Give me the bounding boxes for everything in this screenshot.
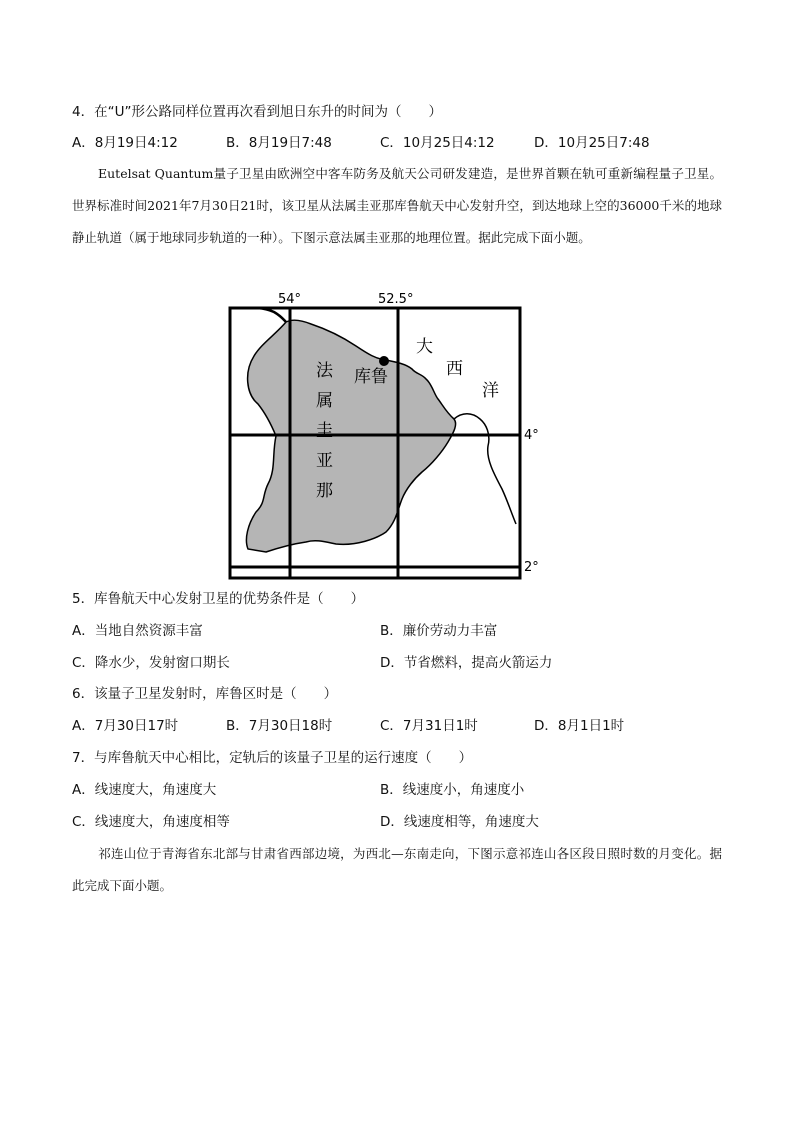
region-char-1: 法 [316,361,333,381]
q5-stem: 5．库鲁航天中心发射卫星的优势条件是（ ） [72,591,365,607]
q6-option-a: A．7月30日17时 [72,718,179,734]
coastline-north [230,308,286,322]
q4-stem: 4．在“U”形公路同样位置再次看到旭日东升的时间为（ ） [72,104,442,120]
lat-label-4: 4° [524,428,539,443]
q7-option-a: A．线速度大，角速度大 [72,782,217,798]
q4-option-a: A．8月19日4:12 [72,135,178,151]
q4-option-d: D．10月25日7:48 [534,135,650,151]
lon-label-54: 54° [278,292,302,307]
q6-option-c: C．7月31日1时 [380,718,478,734]
ocean-char-3: 洋 [482,381,499,401]
region-char-2: 属 [316,391,333,411]
lon-label-52-5: 52.5° [378,292,414,307]
satellite-intro-paragraph [72,158,722,254]
q7-option-c: C．线速度大，角速度相等 [72,814,230,830]
region-char-3: 圭 [316,421,333,441]
q7-option-b: B．线速度小，角速度小 [380,782,525,798]
intro1-line1: Eutelsat Quantum量子卫星由欧洲空中客车防务及航天公司研发建造，是世界首颗在轨可重新编程量子 [98,166,685,181]
kourou-marker [379,356,389,366]
q6-option-b: B．7月30日18时 [226,718,333,734]
region-char-5: 那 [316,481,333,501]
q5-option-d: D．节省燃料，提高火箭运力 [380,655,553,671]
region-char-4: 亚 [316,451,333,471]
intro1-line4: 面小题。 [540,230,591,245]
q7-stem: 7．与库鲁航天中心相比，定轨后的该量子卫星的运行速度（ ） [72,750,473,766]
french-guiana-map [226,284,539,584]
intro2-line2: 月变化。据此完成下面小题。 [72,846,722,893]
intro1-line2: 卫星。世界标准时间2021年7月30日21时，该卫星从法属圭亚那库鲁航天中心发射升空，到达地球上空 [72,166,722,213]
kourou-label: 库鲁 [354,367,388,387]
q4-option-b: B．8月19日7:48 [226,135,332,151]
ocean-char-1: 大 [416,337,433,357]
q5-option-c: C．降水少，发射窗口期长 [72,655,230,671]
coastline-east [454,414,516,524]
lat-label-2: 2° [524,560,539,575]
intro1-line3: 的36000千米的地球静止轨道（属于地球同步轨道的一种）。下图示意法属圭亚那的地理位置。据此完成下 [72,198,723,245]
q6-stem: 6．该量子卫星发射时，库鲁区时是（ ） [72,686,338,702]
q5-option-a: A．当地自然资源丰富 [72,623,203,639]
q5-option-b: B．廉价劳动力丰富 [380,623,498,639]
q7-option-d: D．线速度相等，角速度大 [380,814,539,830]
qilian-intro-paragraph [72,838,722,902]
q6-option-d: D．8月1日1时 [534,718,625,734]
ocean-char-2: 西 [446,359,463,379]
q4-option-c: C．10月25日4:12 [380,135,495,151]
intro2-line1: 祁连山位于青海省东北部与甘肃省西部边境，为西北—东南走向，下图示意祁连山各区段日照时数的 [98,846,659,861]
